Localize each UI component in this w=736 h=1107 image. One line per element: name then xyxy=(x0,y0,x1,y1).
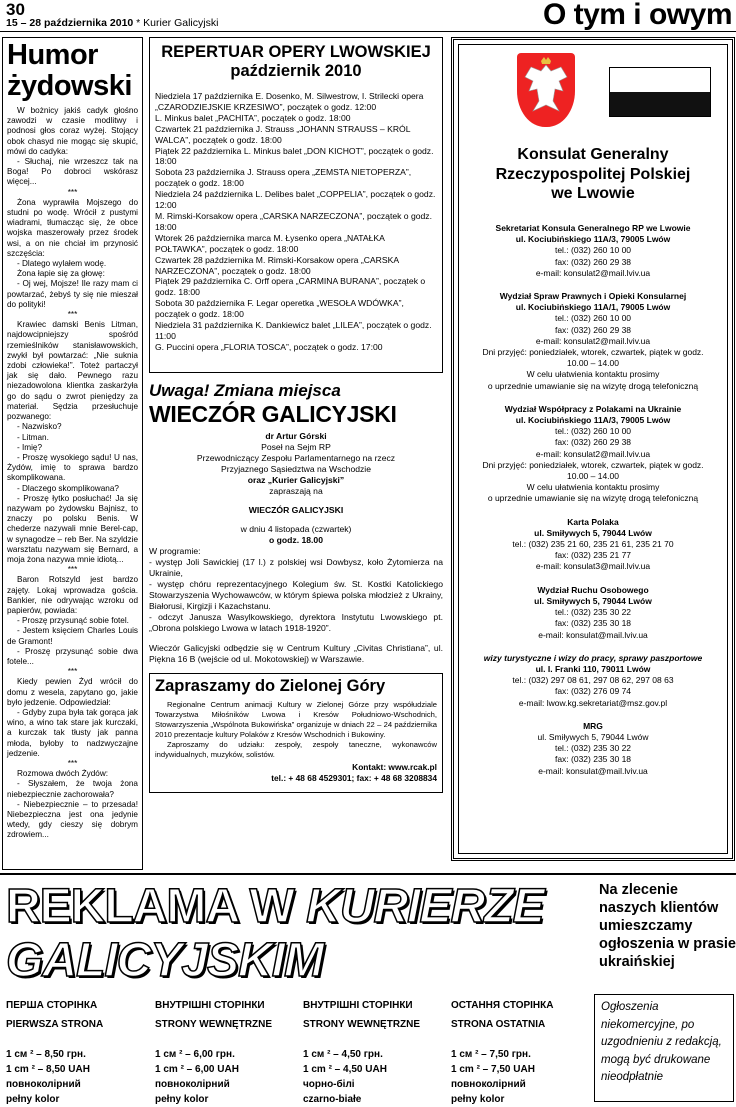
zielona-gora-body xyxy=(155,700,437,760)
ad-price-column xyxy=(303,996,443,1107)
issue-line: 15 – 28 października 2010 * Kurier Galicyjski xyxy=(6,17,219,29)
department-detail: fax: (032) 235 30 18 xyxy=(554,754,632,765)
department-detail: fax: (032) 276 09 74 xyxy=(554,686,632,697)
opera-entry: Czwartek 21 października J. Strauss „JOHANN STRAUSS – KRÓL WALCA”, początek o godz. 18:00 xyxy=(155,123,411,145)
ad-rule xyxy=(0,873,736,875)
zielona-gora-title: Zapraszamy do Zielonej Góry xyxy=(155,677,386,695)
event-program-line: W programie: xyxy=(149,546,201,556)
consulate-box xyxy=(451,37,735,861)
opera-entry: Sobota 23 października J. Strauss opera „ZEMSTA NIETOPERZA”, początek o godz. 18:00 xyxy=(155,167,412,189)
consulate-departments xyxy=(459,223,727,789)
humor-paragraph: - Proszę przysunąć sobie dwa fotele... xyxy=(7,646,138,666)
opera-title xyxy=(155,43,437,81)
price-heading-ua: ОСТАННЯ СТОРІНКА xyxy=(451,1000,554,1011)
consulate-department xyxy=(459,721,727,777)
opera-entry: Czwartek 28 października M. Rimski-Korsakow opera „CARSKA NARZECZONA”, początek o godz. 18:00 xyxy=(155,254,399,276)
department-title: Sekretariat Konsula Generalnego RP we Lwowie xyxy=(495,223,691,233)
opera-entry: L. Minkus balet „PACHITA”, początek o godz. 18:00 xyxy=(155,112,351,123)
humor-paragraph: - Imię? xyxy=(17,442,43,452)
department-detail: e-mail: konsulat@mail.lviv.ua xyxy=(538,765,648,776)
event-name: WIECZÓR GALICYJSKI xyxy=(248,505,344,515)
department-detail: tel.: (032) 235 30 22 xyxy=(554,743,632,754)
event-program-line: - występ chóru reprezentacyjnego Kolegium św. St. Kostki Katolickiego Stowarzyszenia Wychowawców, w którym śpiewa polska młodzież z Ukrainy, Białorusi, Kirgizji i Kazachstanu. xyxy=(149,579,443,611)
ad-price-column xyxy=(6,996,146,1107)
department-title: Karta Polaka xyxy=(567,516,619,527)
paper-name: Kurier Galicyjski xyxy=(143,17,219,29)
consulate-department xyxy=(459,223,727,279)
event-invitation-line: Poseł na Sejm RP xyxy=(261,442,331,452)
department-detail: W celu ułatwienia kontaktu prosimy xyxy=(526,369,660,380)
department-detail: fax: (032) 235 21 77 xyxy=(554,550,632,561)
price-value-uah: 1 см ² – 4,50 грн. xyxy=(303,1049,383,1060)
opera-entry: Niedziela 31 października K. Dankiewicz balet „LILEA”, początek o godz. 11:00 xyxy=(155,320,432,341)
opera-entry: Sobota 30 października F. Legar operetka „WESOŁA WDÓWKA”, początek o godz. 18:00 xyxy=(155,298,404,320)
price-heading-pl: PIERWSZA STRONA xyxy=(6,1019,104,1030)
ad-noncommercial-note: Ogłoszenia niekomercyjne, po uzgodnieniu z redakcją, mogą być drukowane nieodpłatnie xyxy=(594,994,734,1102)
department-detail: e-mail: konsulat@mail.lviv.ua xyxy=(538,629,648,640)
humor-paragraph: - Dlaczego skomplikowana? xyxy=(17,483,119,493)
story-separator: *** xyxy=(67,187,78,197)
zielona-gora-phone: tel.: + 48 68 4529301; fax: + 48 68 3208834 xyxy=(271,773,437,783)
page-number: 30 xyxy=(6,0,25,19)
humor-paragraph: - Jestem księciem Charles Louis de Gramont! xyxy=(7,626,138,646)
humor-paragraph: - Proszę łytko posłuchać! Ja się nazywam po żydowsku Bajnisz, to znaczy po polsku Benis. W chederze nazywali mnie Berel-cap, w synagodze – reb Ber. Na szyldzie warsztatu nazywam się Bernard, a moja żona nazywa mnie idiotą... xyxy=(7,493,138,564)
price-detail: pełny kolor xyxy=(6,1094,60,1105)
department-address: ul. Smiływych 5, 79044 Lwów xyxy=(534,595,652,606)
humor-paragraph: Rozmowa dwóch Żydów: xyxy=(17,769,109,779)
department-detail: fax: (032) 260 29 38 xyxy=(554,324,632,335)
humor-title: Humor żydowski xyxy=(7,39,132,102)
zielona-gora-box xyxy=(149,673,443,793)
humor-paragraph: - Gdyby zupa była tak gorąca jak wino, a wino tak stare jak kurczaki, a kurczak tak tłusty jak panna młoda, byłoby to nadzwyczajne jedzenie. xyxy=(7,707,138,758)
section-title: O tym i owym xyxy=(542,0,732,31)
department-detail: fax: (032) 260 29 38 xyxy=(554,437,632,448)
department-detail: tel.: (032) 297 08 61, 297 08 62, 297 08 63 xyxy=(512,675,674,686)
event-program-line: - odczyt Janusza Wasylkowskiego, dyrektora Instytutu Lwowskiego pt. „Obrona polskiego Lwowa w latach 1918-1920”. xyxy=(149,612,443,633)
event-notice: Uwaga! Zmiana miejsca xyxy=(149,381,341,400)
department-detail: e-mail: lwow.kg.sekretariat@msz.gov.pl xyxy=(518,697,668,708)
event-invitation-line: zapraszają na xyxy=(269,486,323,496)
opera-title-line2: październik 2010 xyxy=(230,62,362,80)
opera-entry: G. Puccini opera „FLORIA TOSCA”, początek o godz. 17:00 xyxy=(155,341,383,352)
department-detail: fax: (032) 235 30 18 xyxy=(554,618,632,629)
price-value-uah: 1 см ² – 8,50 грн. xyxy=(6,1049,86,1060)
event-invitation-line: oraz „Kurier Galicyjski” xyxy=(247,475,345,485)
consulate-title xyxy=(459,145,727,204)
price-detail: чорно-білі xyxy=(303,1079,355,1090)
zielona-gora-www: Kontakt: www.rcak.pl xyxy=(352,762,437,772)
humor-paragraph: - Słyszałem, że twoja żona niebezpiecznie zachorowała? xyxy=(7,779,138,799)
story-separator: *** xyxy=(67,667,78,677)
consulate-department xyxy=(459,404,727,505)
opera-entry: M. Rimski-Korsakow opera „CARSKA NARZECZONA”, początek o godz. 18:00 xyxy=(155,210,432,232)
consulate-title-line3: we Lwowie xyxy=(551,185,635,202)
price-detail: 1 cm ² – 4,50 UAH xyxy=(303,1064,387,1075)
department-detail: tel.: (032) 260 10 00 xyxy=(554,426,632,437)
consulate-title-line1: Konsulat Generalny xyxy=(517,146,669,163)
price-detail: повноколірний xyxy=(6,1079,81,1090)
price-value-uah: 1 см ² – 7,50 грн. xyxy=(451,1049,531,1060)
story-separator: *** xyxy=(67,759,78,768)
event-invitation-line: Przewodniczący Zespołu Parlamentarnego na rzecz xyxy=(196,453,396,463)
department-detail: 10.00 – 14.00 xyxy=(567,358,619,369)
humor-body xyxy=(7,106,138,841)
opera-repertoire xyxy=(149,37,443,373)
price-heading-pl: STRONA OSTATNIA xyxy=(451,1019,546,1030)
department-detail: o uprzednie umawianie się na wizytę drogą telefoniczną xyxy=(487,493,699,504)
middle-column xyxy=(149,37,443,793)
department-detail: Dni przyjęć: poniedziałek, wtorek, czwartek, piątek w godz. xyxy=(482,347,704,358)
price-detail: 1 cm ² – 8,50 UAH xyxy=(6,1064,90,1075)
department-address: ul. Kociubińskiego 11A/1, 79005 Lwów xyxy=(515,302,671,313)
story-separator: *** xyxy=(67,565,78,575)
department-detail: o uprzednie umawianie się na wizytę drogą telefoniczną xyxy=(487,380,699,391)
ad-price-column xyxy=(451,996,591,1107)
opera-entry: Piątek 22 października L. Minkus balet „DON KICHOT”, początek o godz. 18:00 xyxy=(155,145,434,167)
consulate-title-line2: Rzeczypospolitej Polskiej xyxy=(495,165,691,183)
opera-entries xyxy=(155,91,437,353)
department-detail: ul. Smiływych 5, 79044 Lwów xyxy=(537,731,649,742)
price-heading-ua: ПЕРША СТОРІНКА xyxy=(6,1000,98,1011)
department-title: MRG xyxy=(583,720,603,731)
department-address: ul. Smiływych 5, 79044 Lwów xyxy=(534,527,652,538)
consulate-department xyxy=(459,291,727,392)
price-detail: 1 cm ² – 6,00 UAH xyxy=(155,1064,239,1075)
event-invitation xyxy=(149,431,443,497)
humor-paragraph: - Niebezpiecznie – to przesada! Niebezpieczna jest ona jedynie wtedy, gdy cieszy się dobrym zdrowiem... xyxy=(7,799,138,840)
price-detail: 1 cm ² – 7,50 UAH xyxy=(451,1064,535,1075)
price-heading-pl: STRONY WEWNĘTRZNE xyxy=(303,1019,421,1030)
price-detail: pełny kolor xyxy=(155,1094,209,1105)
ad-ukrainian-press: Na zlecenie naszych klientów umieszczamy ogłoszenia w prasie ukraińskiej xyxy=(599,882,736,970)
event-program xyxy=(149,546,443,634)
department-title: Wydział Ruchu Osobowego xyxy=(537,584,649,595)
humor-paragraph: - Nazwisko? xyxy=(17,422,62,432)
humor-paragraph: - Oj wej, Mojsze! Ile razy mam ci powtarzać, żebyś ty się nie mieszał do polityki! xyxy=(7,279,138,309)
department-detail: e-mail: konsulat3@mail.lviv.ua xyxy=(535,561,651,572)
opera-title-line1: REPERTUAR OPERY LWOWSKIEJ xyxy=(161,43,431,61)
department-title: wizy turystyczne i wizy do pracy, sprawy paszportowe xyxy=(483,652,703,663)
humor-paragraph: Żona wyprawiła Mojszego do studni po wodę. Wrócił z pustymi wiadrami, tłumacząc się, że obce wojska maszerowały przez środek wsi, a on nie chciał im przynosić szczęścia: xyxy=(7,197,138,258)
opera-entry: Niedziela 24 października L. Delibes balet „COPPELIA”, początek o godz. 12:00 xyxy=(155,189,436,211)
ad-headline-a: REKLAMA W xyxy=(6,880,307,933)
header-rule xyxy=(0,31,736,32)
department-address: ul. Kociubińskiego 11A/3, 79005 Lwów xyxy=(515,415,671,426)
polish-eagle-emblem-icon xyxy=(517,53,575,127)
event-date: w dniu 4 listopada (czwartek) xyxy=(240,524,352,534)
department-detail: e-mail: konsulat2@mail.lviv.ua xyxy=(535,335,651,346)
ad-headline-c: GALICYJSKIM xyxy=(6,934,324,987)
opera-entry: Piątek 29 października C. Orff opera „CARMINA BURANA”, początek o godz. 18:00 xyxy=(155,276,426,298)
humor-paragraph: - Słuchaj, nie wrzeszcz tak na Boga! Po dobroci wskórasz więcej... xyxy=(7,157,138,187)
humor-paragraph: Baron Rotszyld jest bardzo zajęty. Lokaj wprowadza gościa. Bankier, nie odrywając wzroku od papierów, powiada: xyxy=(7,575,138,615)
opera-entry: Wtorek 26 października marca M. Łysenko opera „NATAŁKA POŁTAWKA”, początek o godz. 18:00 xyxy=(155,232,385,254)
consulate-department xyxy=(459,517,727,573)
humor-paragraph: - Dlatego wylałem wodę. xyxy=(17,259,107,269)
price-detail: pełny kolor xyxy=(451,1094,505,1105)
humor-paragraph: - Litman. xyxy=(17,432,49,442)
department-detail: e-mail: konsulat2@mail.lviv.ua xyxy=(535,267,651,278)
opera-entry: Niedziela 17 października E. Dosenko, M. Silwestrow, I. Strilecki opera „CZARODZIEJSKIE KRZESIWO”, początek o godz. 12:00 xyxy=(155,91,424,112)
humor-paragraph: W bożnicy jakiś cadyk głośno zawodzi w czasie modlitwy i podnosi głos coraz wyżej. Stojący obok chasyd nie mogąc się skupić, mówi do cadyka: xyxy=(7,106,138,156)
issue-date: 15 – 28 października 2010 xyxy=(6,17,134,29)
event-invitation-line: Przyjaznego Sąsiedztwa na Wschodzie xyxy=(221,464,371,474)
department-address: ul. Kociubińskiego 11A/3, 79005 Lwów xyxy=(515,234,671,245)
event-closing: Wieczór Galicyjski odbędzie się w Centrum Kultury „Civitas Christiana”, ul. Piękna 16 B (wejście od ul. Mokotowskiej) w Warszawie. xyxy=(149,643,443,664)
consulate-department xyxy=(459,585,727,641)
zielona-gora-paragraph: Zaproszamy do udziału: zespoły, zespoły taneczne, wykonawców indywidualnych, muzyków, solistów. xyxy=(155,740,437,759)
consulate-inner xyxy=(458,44,728,854)
ad-price-column xyxy=(155,996,295,1107)
humor-paragraph: Żona łapie się za głowę: xyxy=(17,269,105,279)
price-heading-pl: STRONY WEWNĘTRZNE xyxy=(155,1019,273,1030)
event-time: o godz. 18.00 xyxy=(269,535,323,545)
event-invitation-line: dr Artur Górski xyxy=(265,431,327,441)
ad-headline xyxy=(6,880,544,988)
zielona-gora-contact xyxy=(155,762,437,784)
price-heading-ua: ВНУТРІШНІ СТОРІНКИ xyxy=(155,1000,265,1011)
price-detail: повноколірний xyxy=(155,1079,230,1090)
department-detail: fax: (032) 260 29 38 xyxy=(554,256,632,267)
department-detail: tel.: (032) 260 10 00 xyxy=(554,245,632,256)
price-value-uah: 1 см ² – 6,00 грн. xyxy=(155,1049,235,1060)
department-address: ul. I. Franki 110, 79011 Lwów xyxy=(535,663,651,674)
department-detail: e-mail: konsulat2@mail.lviv.ua xyxy=(535,448,651,459)
event-program-line: - występ Joli Sawickiej (17 l.) z polskiej wsi Dowbysz, koło Żytomierza na Ukrainie, xyxy=(149,557,443,578)
department-detail: W celu ułatwienia kontaktu prosimy xyxy=(526,482,660,493)
event-title: WIECZÓR GALICYJSKI xyxy=(149,401,397,427)
department-title: Wydział Spraw Prawnych i Opieki Konsularnej xyxy=(499,291,687,302)
department-title: Wydział Współpracy z Polakami na Ukrainie xyxy=(504,403,682,414)
consulate-department xyxy=(459,653,727,709)
department-detail: tel.: (032) 235 30 22 xyxy=(554,607,632,618)
humor-paragraph: - Proszę wysokiego sądu! U nas, Żydów, imię to sprawa bardzo skomplikowana. xyxy=(7,452,138,483)
department-detail: Dni przyjęć: poniedziałek, wtorek, czwartek, piątek w godz. xyxy=(482,459,704,470)
humor-paragraph: Krawiec damski Benis Litman, najdowcipniejszy spośród rzemieślników stanisławowskich, zwykł był powtarzać: „Nie suknia zdobi człowieka!”. Toteż partaczył jak się dało. Pewnego razu niezadowolona klientka zaskarżyła go do sądu o zwrot pieniędzy za materiał. Sędzia przesłuchuje pozwanego: xyxy=(7,320,138,422)
polish-flag-icon xyxy=(609,67,711,117)
humor-paragraph: - Proszę przysunąć sobie fotel. xyxy=(17,616,129,626)
department-detail: 10.00 – 14.00 xyxy=(567,471,619,482)
humor-column xyxy=(2,37,143,870)
ad-headline-b: KURIERZE xyxy=(306,880,544,933)
department-detail: tel.: (032) 260 10 00 xyxy=(554,313,632,324)
price-heading-ua: ВНУТРІШНІ СТОРІНКИ xyxy=(303,1000,413,1011)
zielona-gora-paragraph: Regionalne Centrum animacji Kultury w Zielonej Górze przy współudziale Towarzystwa Miłośników Lwowa i Kresów Południowo-Wschodnich, Stowarzyszenia „Wspólnota Bukowińska” organizuje w dniach 22 – 24 października 2010 prezentacje kultury Polaków z Kresów Wschodnich i Bukowiny. xyxy=(155,700,437,739)
humor-paragraph: Kiedy pewien Żyd wrócił do domu z wesela, zapytano go, jakie było jedzenie. Odpowiedział: xyxy=(7,677,138,707)
price-detail: повноколірний xyxy=(451,1079,526,1090)
story-separator: *** xyxy=(67,310,78,320)
department-detail: tel.: (032) 235 21 60, 235 21 61, 235 21 70 xyxy=(512,539,674,550)
price-detail: czarno-białe xyxy=(303,1094,362,1105)
